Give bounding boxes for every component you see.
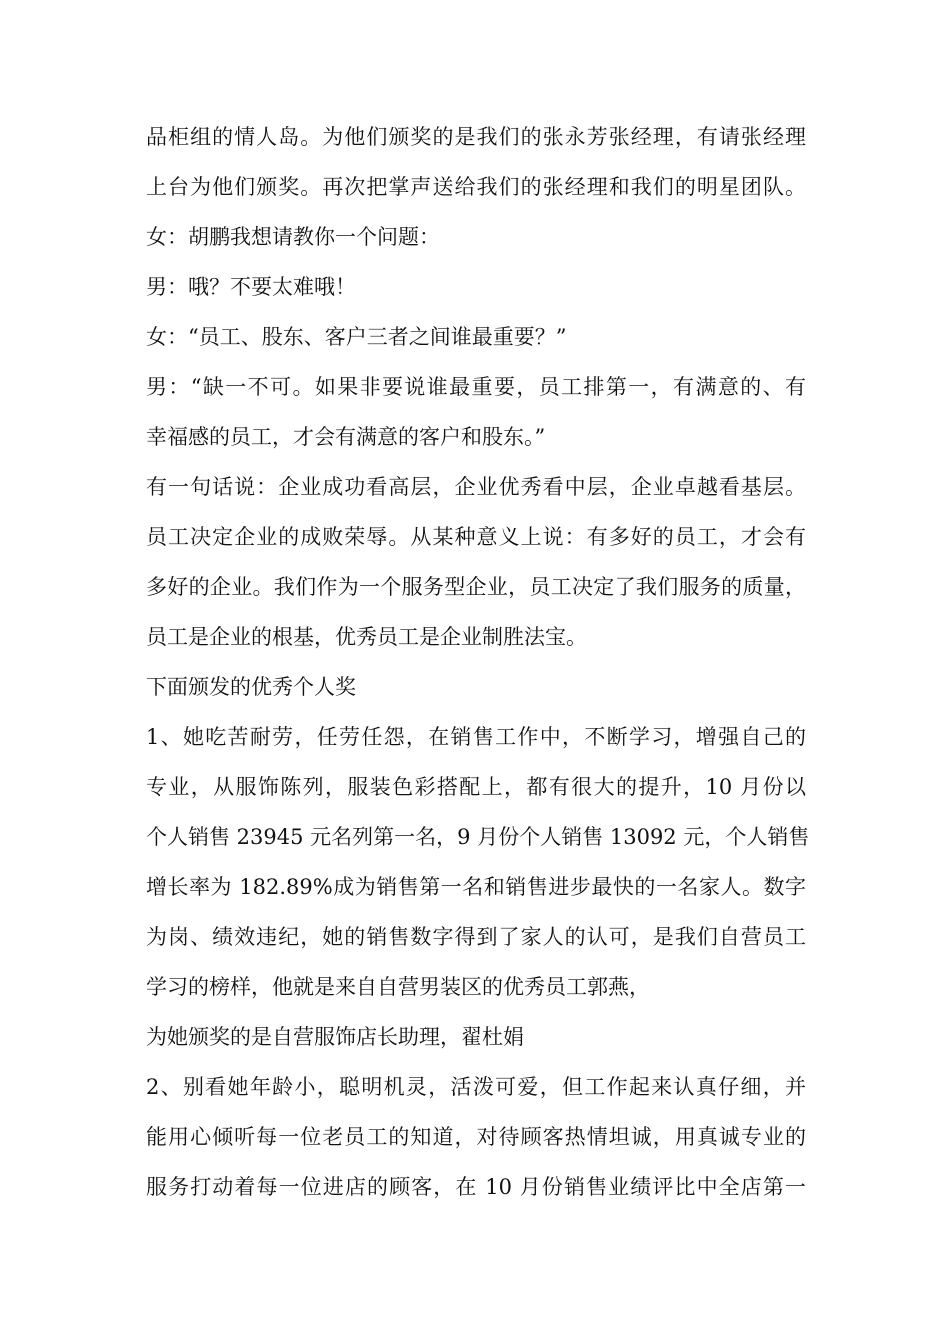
text-line: 多好的企业。我们作为一个服务型企业，员工决定了我们服务的质量， [146,575,806,599]
text-line: 为她颁奖的是自营服饰店长助理，翟杜娟 [146,1025,524,1049]
text-line: 男：“缺一不可。如果非要说谁最重要，员工排第一，有满意的、有 [146,375,806,399]
text-line: 员工决定企业的成败荣辱。从某种意义上说：有多好的员工，才会有 [146,525,806,549]
text-line: 2、别看她年龄小，聪明机灵，活泼可爱，但工作起来认真仔细，并 [146,1075,806,1099]
text-line: 下面颁发的优秀个人奖 [146,675,356,699]
text-line: 为岗、绩效违纪，她的销售数字得到了家人的认可，是我们自营员工 [146,925,806,949]
text-line: 增长率为 182.89%成为销售第一名和销售进步最快的一名家人。数字 [146,875,806,899]
text-line: 品柜组的情人岛。为他们颁奖的是我们的张永芳张经理，有请张经理 [146,125,806,149]
text-line: 学习的榜样，他就是来自自营男装区的优秀员工郭燕， [146,975,650,999]
text-line: 1、她吃苦耐劳，任劳任怨，在销售工作中，不断学习，增强自己的 [146,725,806,749]
text-line: 上台为他们颁奖。再次把掌声送给我们的张经理和我们的明星团队。 [146,175,806,199]
text-line: 幸福感的员工，才会有满意的客户和股东。” [146,425,546,449]
text-line: 个人销售 23945 元名列第一名，9 月份个人销售 13092 元，个人销售 [146,825,810,849]
text-line: 专业，从服饰陈列，服装色彩搭配上，都有很大的提升，10 月份以 [146,775,806,799]
text-line: 服务打动着每一位进店的顾客，在 10 月份销售业绩评比中全店第一 [146,1175,806,1199]
text-line: 女：“员工、股东、客户三者之间谁最重要？” [146,325,567,349]
text-line: 女：胡鹏我想请教你一个问题： [146,225,440,249]
text-line: 男：哦？不要太难哦！ [146,275,356,299]
text-line: 有一句话说：企业成功看高层，企业优秀看中层，企业卓越看基层。 [146,475,806,499]
text-line: 员工是企业的根基，优秀员工是企业制胜法宝。 [146,625,587,649]
text-line: 能用心倾听每一位老员工的知道，对待顾客热情坦诚，用真诚专业的 [146,1125,806,1149]
